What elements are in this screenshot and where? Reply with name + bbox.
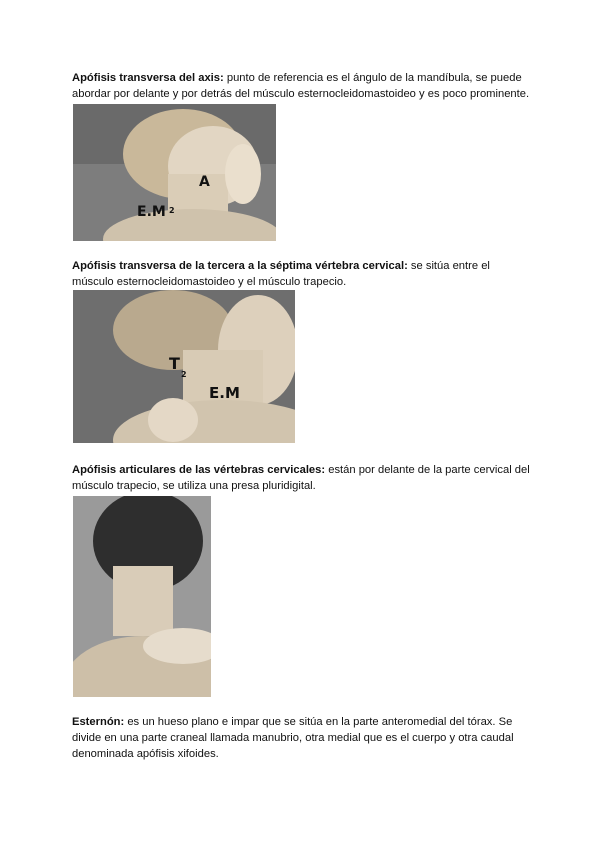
term-vertebra-3-7: Apófisis transversa de la tercera a la séptima vértebra cervical: xyxy=(72,260,408,272)
paragraph-sternum xyxy=(72,714,532,762)
text-articular: están por delante de la parte cervical del músculo trapecio, se utiliza una presa pluridigital. xyxy=(72,464,530,492)
label-em: E.M xyxy=(137,204,166,220)
label-t: T xyxy=(169,354,180,373)
photo-neck-axis xyxy=(73,104,276,241)
text-axis: punto de referencia es el ángulo de la mandíbula, se puede abordar por delante y por detrás del músculo esternocleidomastoideo y es poco prominente. xyxy=(72,72,530,100)
term-axis: Apófisis transversa del axis: xyxy=(72,72,224,84)
paragraph-vertebra-3-7 xyxy=(72,258,532,290)
label-em-2: E.M xyxy=(209,384,240,402)
term-sternum: Esternón: xyxy=(72,716,125,728)
text-sternum: es un hueso plano e impar que se sitúa en la parte anteromedial del tórax. Se divide en una parte craneal llamada manubrio, otra medial que es el cuerpo y otra caudal denominada apófisis xifoides. xyxy=(72,716,514,760)
text-vertebra-3-7: se sitúa entre el músculo esternocleidomastoideo y el músculo trapecio. xyxy=(72,260,490,288)
term-articular: Apófisis articulares de las vértebras cervicales: xyxy=(72,464,326,476)
photo-neck-cervical xyxy=(73,290,295,443)
label-sub-t: 2 xyxy=(181,370,187,379)
paragraph-axis xyxy=(72,70,532,102)
label-a: A xyxy=(199,174,210,190)
label-sub: 2 xyxy=(169,206,175,215)
photo-neck-back xyxy=(73,496,211,697)
paragraph-articular xyxy=(72,462,532,494)
